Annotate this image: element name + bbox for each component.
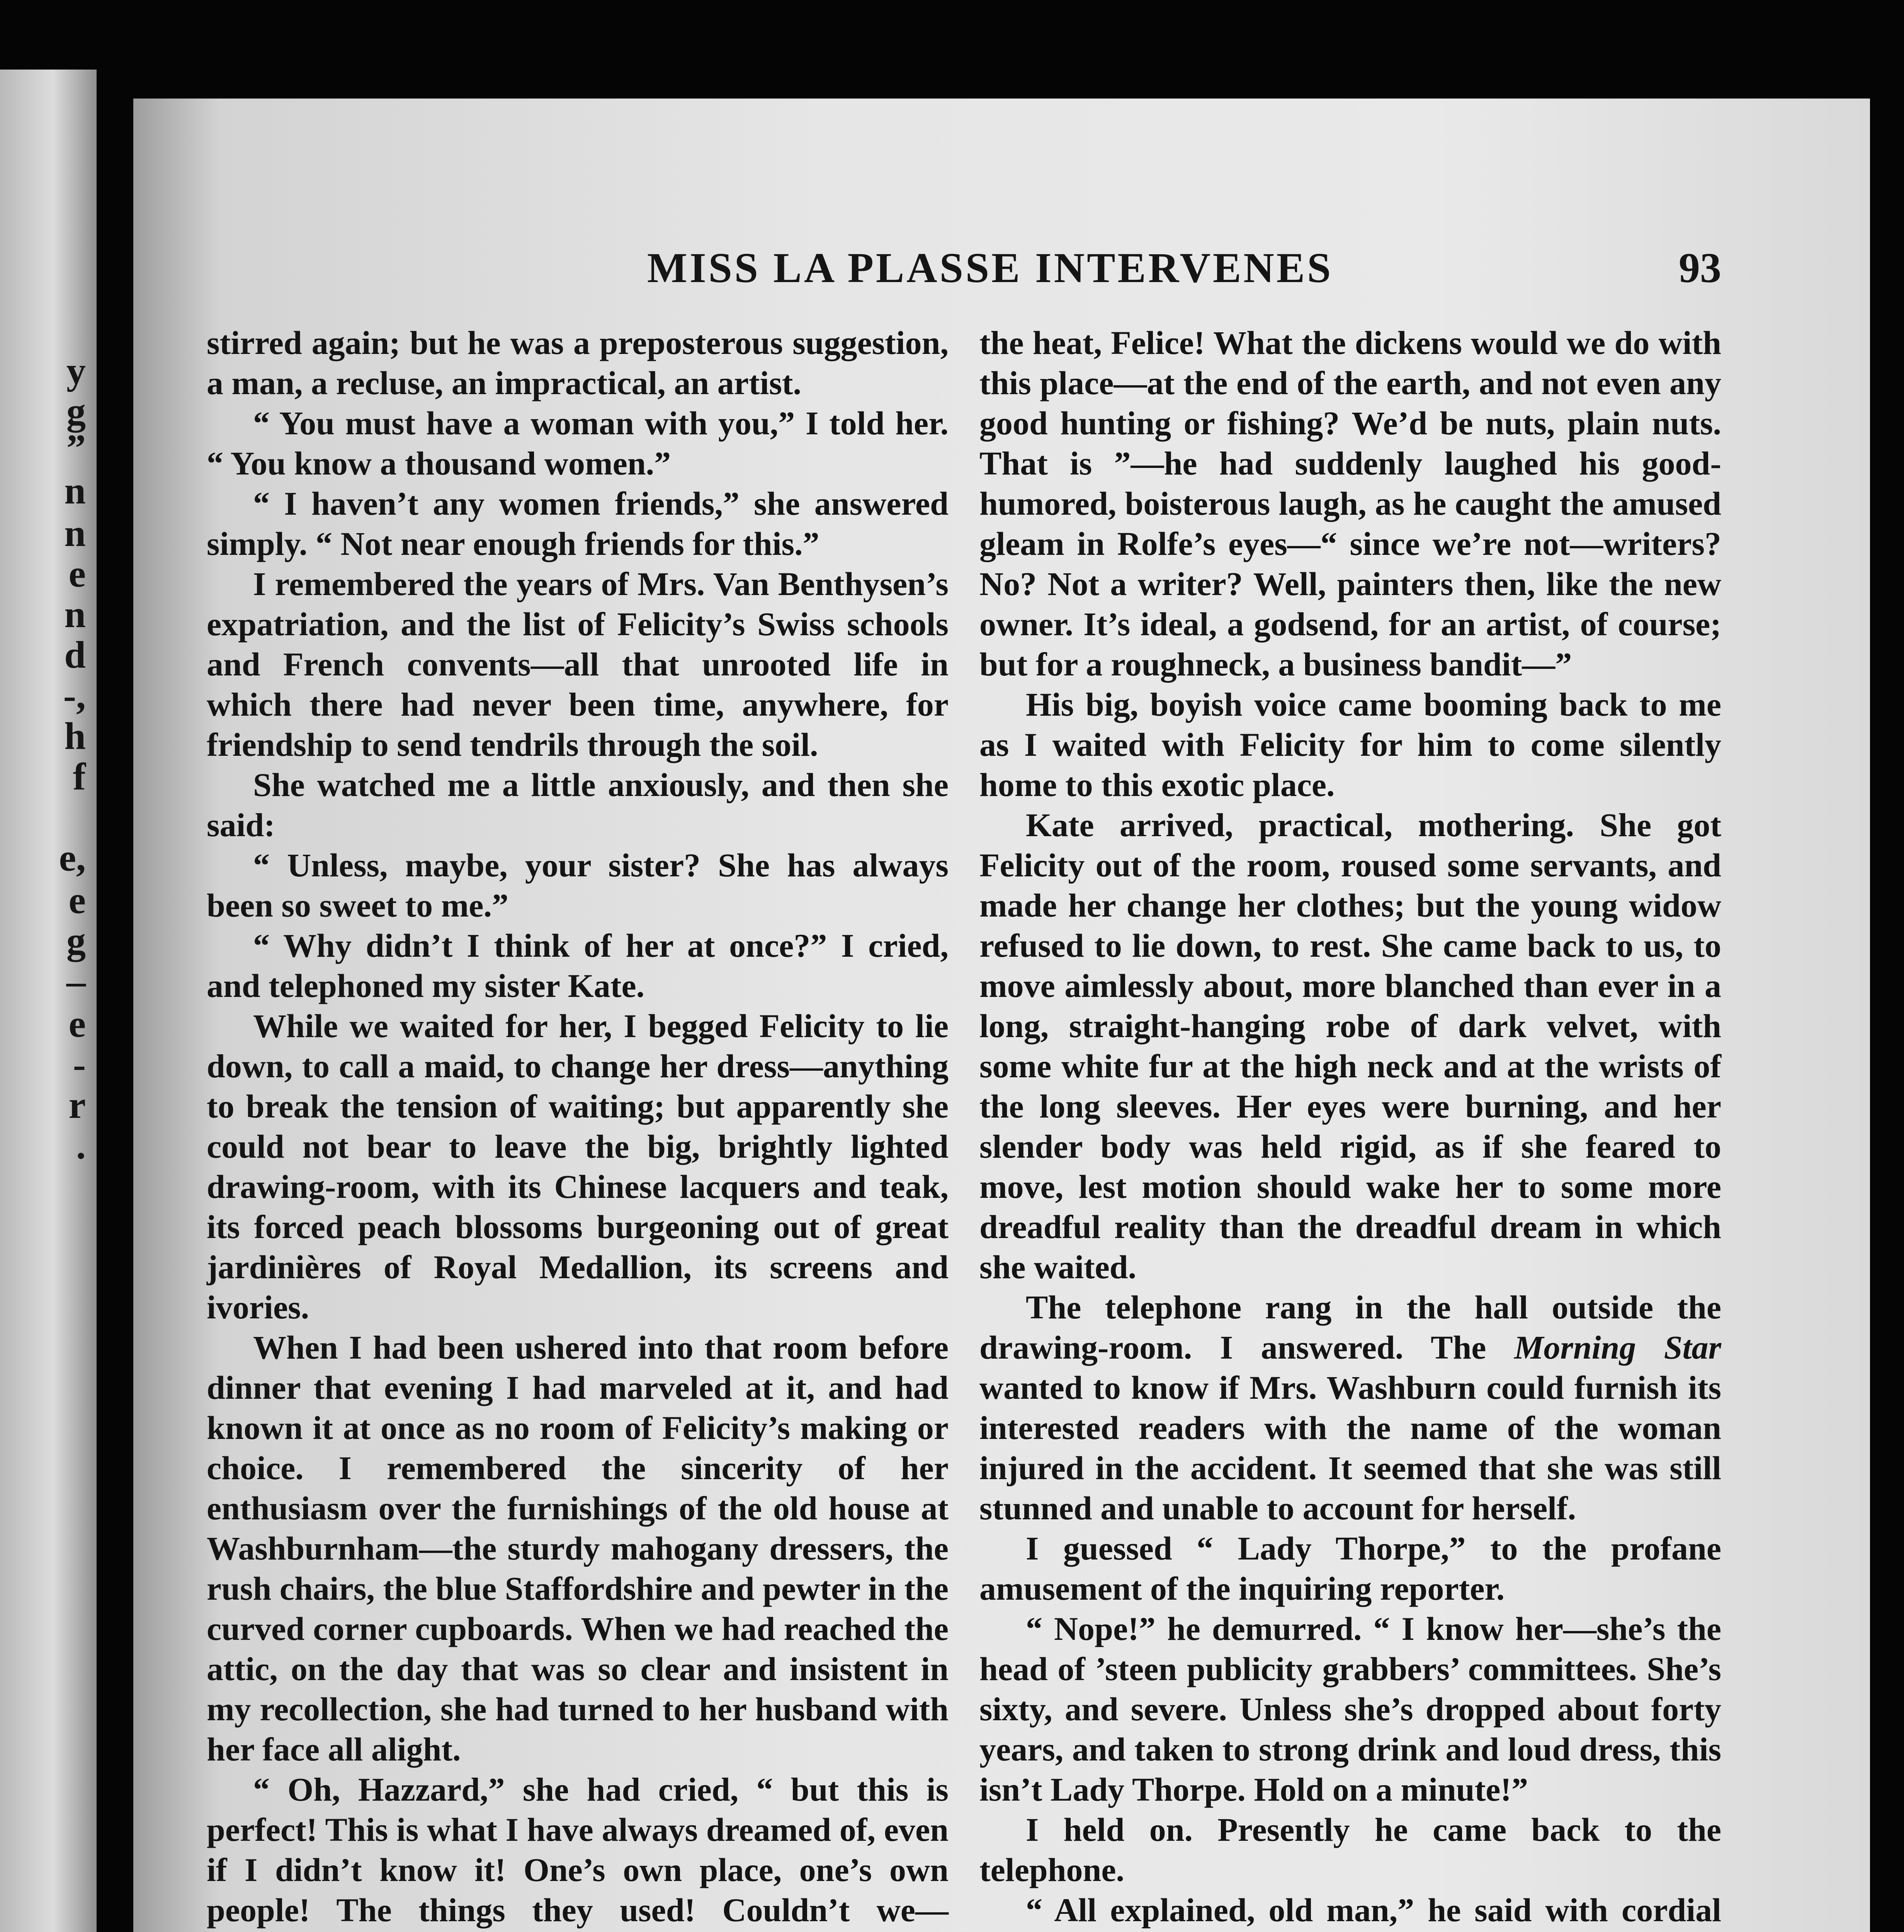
margin-fragment: d [64,633,86,676]
margin-fragment: e, [59,836,86,879]
margin-fragment: r [68,1083,86,1126]
margin-fragment: g [66,390,86,433]
paragraph: “ Oh, Hazzard,” she had cried, “ but this is perfect! This is what I have always dreamed of, even if I didn’t know it! One’s own place, one’s own people! The things they used! Couldn’t we— [207,1771,949,1929]
margin-fragment: e [68,1002,86,1045]
paragraph: “ Unless, maybe, your sister? She has always been so sweet to me.” [207,847,949,924]
paragraph: the heat, Felice! What the dickens would we do with this place—at the end of the earth, and not even any good hunting or fishing? We’d be nuts, plain nuts. That is ”—he had suddenly laughed his good-humored, boisterous laugh, as he caught the amused gleam in Rolfe’s eyes—“ since we’re not—writers? No? Not a writer? Well, painters then, like the new owner. It’s ideal, a godsend, for an artist, of course; but for a roughneck, a business bandit—” [979,324,1721,683]
paragraph: “ All explained, old man,” he said with cordial [1026,1891,1721,1929]
paragraph: She watched me a little anxiously, and then she said: [207,766,949,844]
margin-fragment: n [64,593,86,636]
left-text-column [207,323,949,1932]
telephone-paragraph [979,1287,1721,1528]
margin-fragment: n [64,512,86,554]
facing-page-edge [0,70,97,1932]
paragraph: “ Why didn’t I think of her at once?” I cried, and telephoned my sister Kate. [207,927,949,1004]
paragraph: stirred again; but he was a preposterous suggestion, a man, a recluse, an impractical, an artist. [207,324,949,401]
paragraph: “ Nope!” he demurred. “ I know her—she’s the head of ’steen publicity grabbers’ committees. She’s sixty, and severe. Unless she’s dropped about forty years, and taken to strong drink and loud dress, this isn’t Lady Thorpe. Hold on a minute!” [979,1610,1721,1808]
margin-fragment: g [66,919,86,962]
margin-fragment: n [64,469,86,512]
margin-fragment: h [64,714,86,757]
margin-fragment: - [73,1043,86,1086]
paragraph: “ I haven’t any women friends,” she answered simply. “ Not near enough friends for this.” [207,485,949,562]
margin-fragment: ” [66,427,86,469]
running-title: MISS LA PLASSE INTERVENES [647,244,1333,291]
margin-fragment: – [66,960,86,1003]
paragraph-rest: wanted to know if Mrs. Washburn could furnish its interested readers with the name of the woman injured in the accident. It seemed that she was still stunned and unable to account for herself. [979,1369,1721,1527]
paragraph: His big, boyish voice came booming back to me as I waited with Felicity for him to come silently home to this exotic place. [979,686,1721,803]
page-number: 93 [1679,244,1721,291]
margin-fragment: . [76,1124,86,1167]
paragraph: I guessed “ Lady Thorpe,” to the profane amusement of the inquiring reporter. [979,1530,1721,1607]
paragraph-lead: The telephone rang in the hall outside the drawing-room. I answered. The [979,1289,1721,1366]
margin-fragment: -, [63,674,86,717]
margin-fragment: e [68,879,86,922]
paragraph: When I had been ushered into that room before dinner that evening I had marveled at it, and had known it at once as no room of Felicity’s making or choice. I remembered the sincerity of her enthusiasm over the furnishings of the old house at Washburnham—the sturdy mahogany dressers, the rush chairs, the blue Staffordshire and pewter in the curved corner cupboards. When we had reached the attic, on the day that was so clear and insistent in my recollection, she had turned to her husband with her face all alight. [207,1329,949,1768]
book-page [133,99,1870,1932]
paragraph: “ You must have a woman with you,” I told her. “ You know a thousand women.” [207,405,949,482]
margin-fragment: e [68,552,86,595]
newspaper-title: Morning Star [1514,1329,1721,1366]
paragraph: While we waited for her, I begged Felicity to lie down, to call a maid, to change her dress—anything to break the tension of waiting; but apparently she could not bear to leave the big, brightly lighted drawing-room, with its Chinese lacquers and teak, its forced peach blossoms burgeoning out of great jardinières of Royal Medallion, its screens and ivories. [207,1007,949,1326]
margin-fragment: y [66,349,86,392]
paragraph: I remembered the years of Mrs. Van Benthysen’s expatriation, and the list of Felicity’s Swiss schools and French convents—all that unrooted life in which there had never been time, anywhere, for friendship to send tendrils through the soil. [207,565,949,763]
paragraph: I held on. Presently he came back to the telephone. [979,1811,1721,1888]
paragraph: Kate arrived, practical, mothering. She got Felicity out of the room, roused some servants, and made her change her clothes; but the young widow refused to lie down, to rest. She came back to us, to move aimlessly about, more blanched than ever in a long, straight-hanging robe of dark velvet, with some white fur at the high neck and at the wrists of the long sleeves. Her eyes were burning, and her slender body was held rigid, as if she feared to move, lest motion should wake her to some more dreadful reality than the dreadful dream in which she waited. [979,806,1721,1286]
margin-fragment: f [73,755,86,798]
right-text-column [979,323,1721,1932]
